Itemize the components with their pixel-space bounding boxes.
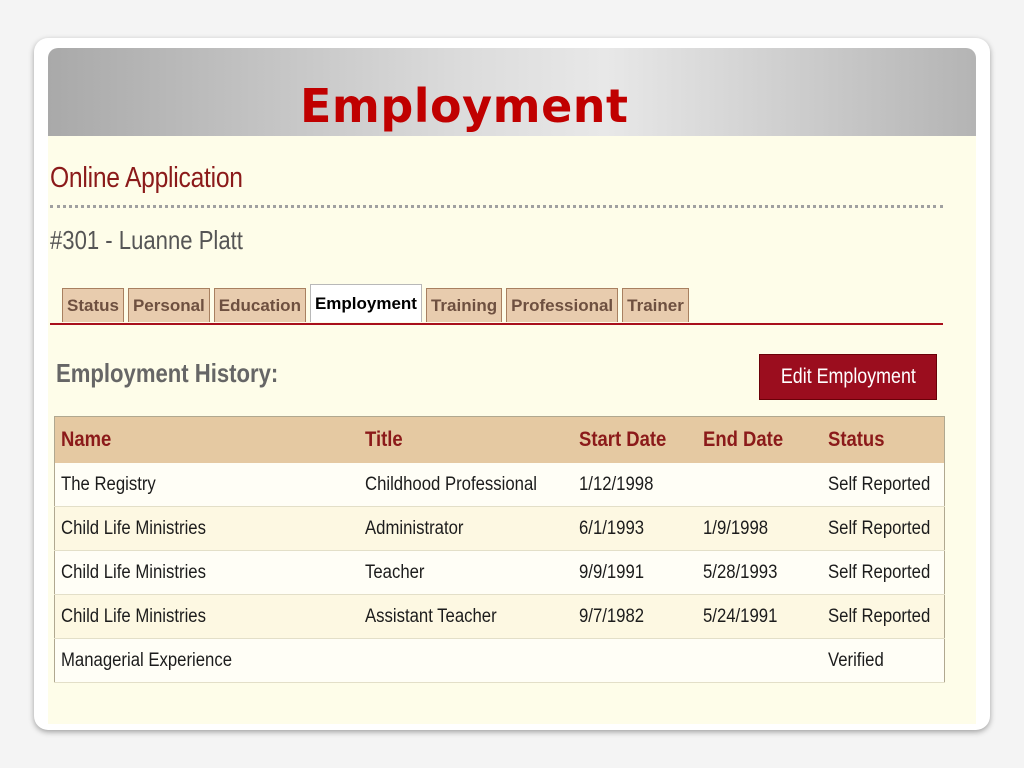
edit-employment-button[interactable] bbox=[759, 354, 937, 400]
divider bbox=[50, 205, 943, 208]
column-header-status: Status bbox=[822, 417, 945, 464]
employment-history-table bbox=[54, 416, 945, 683]
cell-end-date: 1/9/1998 bbox=[697, 507, 822, 551]
cell-end-date bbox=[697, 463, 822, 507]
tab-professional[interactable]: Professional bbox=[506, 288, 618, 322]
table-row bbox=[55, 595, 945, 639]
column-header-start-date: Start Date bbox=[573, 417, 697, 464]
table-row bbox=[55, 463, 945, 507]
slide-title: Employment bbox=[300, 79, 629, 133]
cell-status: Self Reported bbox=[822, 507, 945, 551]
column-header-title: Title bbox=[359, 417, 573, 464]
cell-name: Managerial Experience bbox=[55, 639, 359, 683]
application-panel bbox=[48, 136, 976, 724]
cell-start-date: 9/7/1982 bbox=[573, 595, 697, 639]
cell-status: Self Reported bbox=[822, 551, 945, 595]
cell-title bbox=[359, 639, 573, 683]
tab-bar bbox=[62, 284, 693, 322]
cell-title: Teacher bbox=[359, 551, 573, 595]
cell-end-date bbox=[697, 639, 822, 683]
tab-training[interactable]: Training bbox=[426, 288, 502, 322]
table-row bbox=[55, 507, 945, 551]
column-header-name: Name bbox=[55, 417, 359, 464]
table-row bbox=[55, 551, 945, 595]
cell-name: Child Life Ministries bbox=[55, 595, 359, 639]
tab-divider bbox=[50, 323, 943, 325]
cell-status: Self Reported bbox=[822, 463, 945, 507]
tab-trainer[interactable]: Trainer bbox=[622, 288, 689, 322]
applicant-name: #301 - Luanne Platt bbox=[50, 225, 243, 255]
cell-start-date: 6/1/1993 bbox=[573, 507, 697, 551]
cell-name: Child Life Ministries bbox=[55, 551, 359, 595]
cell-status: Verified bbox=[822, 639, 945, 683]
tab-education[interactable]: Education bbox=[214, 288, 306, 322]
cell-start-date: 9/9/1991 bbox=[573, 551, 697, 595]
cell-start-date: 1/12/1998 bbox=[573, 463, 697, 507]
cell-end-date: 5/28/1993 bbox=[697, 551, 822, 595]
column-header-end-date: End Date bbox=[697, 417, 822, 464]
table-header-row bbox=[55, 417, 945, 464]
cell-name: Child Life Ministries bbox=[55, 507, 359, 551]
tab-status[interactable]: Status bbox=[62, 288, 124, 322]
tab-personal[interactable]: Personal bbox=[128, 288, 210, 322]
cell-end-date: 5/24/1991 bbox=[697, 595, 822, 639]
cell-title: Assistant Teacher bbox=[359, 595, 573, 639]
cell-name: The Registry bbox=[55, 463, 359, 507]
cell-start-date bbox=[573, 639, 697, 683]
cell-title: Childhood Professional bbox=[359, 463, 573, 507]
tab-employment[interactable]: Employment bbox=[310, 284, 422, 322]
cell-status: Self Reported bbox=[822, 595, 945, 639]
cell-title: Administrator bbox=[359, 507, 573, 551]
section-title: Employment History: bbox=[56, 358, 279, 388]
edit-employment-label: Edit Employment bbox=[780, 365, 916, 388]
page-title: Online Application bbox=[50, 162, 243, 194]
table-row bbox=[55, 639, 945, 683]
